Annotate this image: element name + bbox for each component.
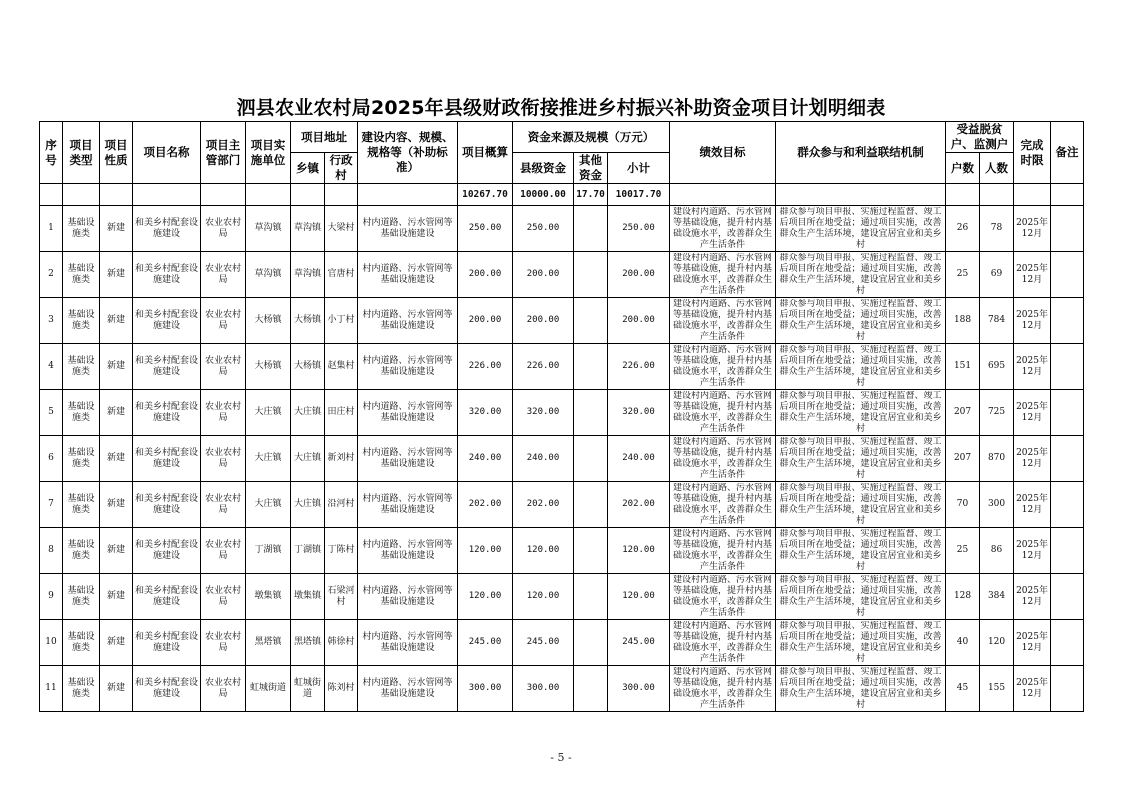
cell-deadline: 2025年12月	[1014, 390, 1051, 436]
cell-name: 和美乡村配套设施建设	[133, 482, 201, 528]
table-row	[40, 298, 1084, 344]
header-budget: 项目概算	[458, 122, 513, 184]
cell-goal-text: 建设村内道路、污水管网等基础设施，提升村内基础设施水平，改善群众生产生活条件	[673, 298, 773, 342]
cell-seq: 6	[40, 436, 63, 482]
cell-mechanism-text: 群众参与项目申报、实施过程监督、竣工后项目所在地受益；通过项目实施，改善群众生产生活环境，建设宜居宜业和美乡村	[779, 574, 942, 618]
cell-mechanism	[776, 666, 946, 712]
cell-name: 和美乡村配套设施建设	[133, 344, 201, 390]
cell-remark	[1051, 620, 1084, 666]
cell-unit: 草沟镇	[246, 252, 291, 298]
cell-dept: 农业农村局	[201, 298, 246, 344]
cell-mechanism	[776, 206, 946, 252]
header-subtotal: 小计	[608, 153, 670, 184]
cell-content: 村内道路、污水管网等基础设施建设	[358, 206, 458, 252]
cell-goal-text: 建设村内道路、污水管网等基础设施，提升村内基础设施水平，改善群众生产生活条件	[673, 666, 773, 710]
cell-deadline: 2025年12月	[1014, 666, 1051, 712]
cell-type: 基础设施类	[63, 436, 100, 482]
cell-goal-text: 建设村内道路、污水管网等基础设施，提升村内基础设施水平，改善群众生产生活条件	[673, 436, 773, 480]
header-nature: 项目性质	[100, 122, 133, 184]
cell-dept: 农业农村局	[201, 344, 246, 390]
cell-mechanism-text: 群众参与项目申报、实施过程监督、竣工后项目所在地受益；通过项目实施，改善群众生产生活环境，建设宜居宜业和美乡村	[779, 482, 942, 526]
cell-other-fund	[574, 298, 608, 344]
cell-mechanism	[776, 390, 946, 436]
cell-type: 基础设施类	[63, 574, 100, 620]
cell-type: 基础设施类	[63, 666, 100, 712]
cell-persons: 120	[980, 620, 1014, 666]
cell-persons: 725	[980, 390, 1014, 436]
table-row	[40, 206, 1084, 252]
header-remark: 备注	[1051, 122, 1084, 184]
header-county-fund: 县级资金	[513, 153, 574, 184]
cell-remark	[1051, 206, 1084, 252]
cell-deadline: 2025年12月	[1014, 344, 1051, 390]
table-header	[40, 122, 1084, 184]
cell-county-fund: 320.00	[513, 390, 574, 436]
cell-deadline: 2025年12月	[1014, 528, 1051, 574]
cell-content: 村内道路、污水管网等基础设施建设	[358, 344, 458, 390]
cell-households: 128	[946, 574, 980, 620]
cell-mechanism-text: 群众参与项目申报、实施过程监督、竣工后项目所在地受益；通过项目实施，改善群众生产生活环境，建设宜居宜业和美乡村	[779, 620, 942, 664]
cell-content: 村内道路、污水管网等基础设施建设	[358, 252, 458, 298]
cell-type: 基础设施类	[63, 252, 100, 298]
cell-type: 基础设施类	[63, 206, 100, 252]
cell-content: 村内道路、污水管网等基础设施建设	[358, 390, 458, 436]
table-row	[40, 436, 1084, 482]
cell-village: 小丁村	[325, 298, 358, 344]
cell-deadline: 2025年12月	[1014, 252, 1051, 298]
cell-town: 大庄镇	[291, 482, 325, 528]
cell-goal-text: 建设村内道路、污水管网等基础设施，提升村内基础设施水平，改善群众生产生活条件	[673, 574, 773, 618]
cell-nature: 新建	[100, 252, 133, 298]
header-seq: 序号	[40, 122, 63, 184]
header-name: 项目名称	[133, 122, 201, 184]
cell-budget: 120.00	[458, 574, 513, 620]
cell-town: 草沟镇	[291, 252, 325, 298]
cell-households: 70	[946, 482, 980, 528]
cell-households: 45	[946, 666, 980, 712]
cell-persons: 784	[980, 298, 1014, 344]
cell-type: 基础设施类	[63, 344, 100, 390]
cell-deadline: 2025年12月	[1014, 298, 1051, 344]
cell-dept: 农业农村局	[201, 252, 246, 298]
cell-remark	[1051, 482, 1084, 528]
cell-mechanism	[776, 482, 946, 528]
cell-village: 赵集村	[325, 344, 358, 390]
cell-deadline: 2025年12月	[1014, 482, 1051, 528]
page-title: 泗县农业农村局2025年县级财政衔接推进乡村振兴补助资金项目计划明细表	[236, 97, 886, 119]
cell-nature: 新建	[100, 574, 133, 620]
table-row	[40, 390, 1084, 436]
cell-mechanism	[776, 298, 946, 344]
cell-unit: 大杨镇	[246, 344, 291, 390]
cell-mechanism	[776, 252, 946, 298]
header-type: 项目类型	[63, 122, 100, 184]
cell-subtotal: 120.00	[608, 574, 670, 620]
total-county-fund: 10000.00	[513, 184, 574, 206]
cell-subtotal: 202.00	[608, 482, 670, 528]
cell-nature: 新建	[100, 620, 133, 666]
total-other-fund: 17.70	[574, 184, 608, 206]
cell-deadline: 2025年12月	[1014, 206, 1051, 252]
cell-goal-text: 建设村内道路、污水管网等基础设施，提升村内基础设施水平，改善群众生产生活条件	[673, 390, 773, 434]
header-beneficiary: 受益脱贫户、监测户	[946, 122, 1014, 153]
cell-dept: 农业农村局	[201, 436, 246, 482]
cell-town: 虹城街道	[291, 666, 325, 712]
cell-dept: 农业农村局	[201, 666, 246, 712]
cell-town: 草沟镇	[291, 206, 325, 252]
cell-unit: 黑塔镇	[246, 620, 291, 666]
cell-content: 村内道路、污水管网等基础设施建设	[358, 298, 458, 344]
cell-remark	[1051, 252, 1084, 298]
cell-goal	[670, 528, 776, 574]
cell-nature: 新建	[100, 344, 133, 390]
cell-deadline: 2025年12月	[1014, 574, 1051, 620]
cell-seq: 1	[40, 206, 63, 252]
cell-county-fund: 240.00	[513, 436, 574, 482]
cell-name: 和美乡村配套设施建设	[133, 206, 201, 252]
cell-other-fund	[574, 390, 608, 436]
header-unit: 项目实施单位	[246, 122, 291, 184]
cell-remark	[1051, 344, 1084, 390]
header-deadline: 完成时限	[1014, 122, 1051, 184]
cell-village: 韩徐村	[325, 620, 358, 666]
cell-name: 和美乡村配套设施建设	[133, 390, 201, 436]
cell-content: 村内道路、污水管网等基础设施建设	[358, 574, 458, 620]
cell-goal-text: 建设村内道路、污水管网等基础设施，提升村内基础设施水平，改善群众生产生活条件	[673, 206, 773, 250]
cell-goal	[670, 666, 776, 712]
cell-goal	[670, 344, 776, 390]
cell-mechanism-text: 群众参与项目申报、实施过程监督、竣工后项目所在地受益；通过项目实施，改善群众生产生活环境，建设宜居宜业和美乡村	[779, 390, 942, 434]
cell-village: 田庄村	[325, 390, 358, 436]
cell-unit: 大庄镇	[246, 482, 291, 528]
cell-nature: 新建	[100, 206, 133, 252]
header-other-fund: 其他资金	[574, 153, 608, 184]
header-dept: 项目主管部门	[201, 122, 246, 184]
cell-name: 和美乡村配套设施建设	[133, 436, 201, 482]
cell-mechanism-text: 群众参与项目申报、实施过程监督、竣工后项目所在地受益；通过项目实施，改善群众生产生活环境，建设宜居宜业和美乡村	[779, 666, 942, 710]
cell-remark	[1051, 436, 1084, 482]
cell-mechanism	[776, 436, 946, 482]
cell-seq: 4	[40, 344, 63, 390]
header-village: 行政村	[325, 153, 358, 184]
header-content: 建设内容、规模、规格等（补助标准）	[358, 122, 458, 184]
cell-village: 石梁河村	[325, 574, 358, 620]
cell-village: 丁陈村	[325, 528, 358, 574]
cell-mechanism-text: 群众参与项目申报、实施过程监督、竣工后项目所在地受益；通过项目实施，改善群众生产生活环境，建设宜居宜业和美乡村	[779, 298, 942, 342]
table-row	[40, 344, 1084, 390]
cell-county-fund: 226.00	[513, 344, 574, 390]
cell-name: 和美乡村配套设施建设	[133, 620, 201, 666]
cell-unit: 墩集镇	[246, 574, 291, 620]
cell-mechanism-text: 群众参与项目申报、实施过程监督、竣工后项目所在地受益；通过项目实施，改善群众生产生活环境，建设宜居宜业和美乡村	[779, 252, 942, 296]
cell-unit: 大庄镇	[246, 390, 291, 436]
cell-town: 大庄镇	[291, 390, 325, 436]
cell-persons: 69	[980, 252, 1014, 298]
cell-name: 和美乡村配套设施建设	[133, 666, 201, 712]
cell-goal-text: 建设村内道路、污水管网等基础设施，提升村内基础设施水平，改善群众生产生活条件	[673, 528, 773, 572]
cell-deadline: 2025年12月	[1014, 436, 1051, 482]
cell-remark	[1051, 390, 1084, 436]
cell-budget: 202.00	[458, 482, 513, 528]
cell-persons: 78	[980, 206, 1014, 252]
cell-deadline: 2025年12月	[1014, 620, 1051, 666]
cell-town: 大庄镇	[291, 436, 325, 482]
cell-unit: 草沟镇	[246, 206, 291, 252]
cell-other-fund	[574, 436, 608, 482]
cell-other-fund	[574, 620, 608, 666]
cell-remark	[1051, 666, 1084, 712]
cell-seq: 7	[40, 482, 63, 528]
cell-county-fund: 250.00	[513, 206, 574, 252]
cell-budget: 200.00	[458, 298, 513, 344]
cell-nature: 新建	[100, 666, 133, 712]
cell-remark	[1051, 528, 1084, 574]
cell-village: 陈刘村	[325, 666, 358, 712]
cell-remark	[1051, 574, 1084, 620]
header-location: 项目地址	[291, 122, 358, 153]
cell-households: 40	[946, 620, 980, 666]
header-funding: 资金来源及规模（万元）	[513, 122, 670, 153]
table-body	[40, 184, 1084, 712]
cell-town: 丁湖镇	[291, 528, 325, 574]
cell-budget: 250.00	[458, 206, 513, 252]
header-persons: 人数	[980, 153, 1014, 184]
cell-dept: 农业农村局	[201, 620, 246, 666]
cell-households: 25	[946, 252, 980, 298]
cell-goal-text: 建设村内道路、污水管网等基础设施，提升村内基础设施水平，改善群众生产生活条件	[673, 344, 773, 388]
cell-seq: 3	[40, 298, 63, 344]
cell-dept: 农业农村局	[201, 390, 246, 436]
cell-name: 和美乡村配套设施建设	[133, 252, 201, 298]
cell-goal	[670, 574, 776, 620]
cell-nature: 新建	[100, 298, 133, 344]
cell-subtotal: 226.00	[608, 344, 670, 390]
cell-budget: 120.00	[458, 528, 513, 574]
cell-county-fund: 200.00	[513, 298, 574, 344]
cell-households: 207	[946, 390, 980, 436]
cell-budget: 200.00	[458, 252, 513, 298]
header-mechanism: 群众参与和利益联结机制	[776, 122, 946, 184]
cell-goal	[670, 298, 776, 344]
cell-budget: 245.00	[458, 620, 513, 666]
header-goal: 绩效目标	[670, 122, 776, 184]
cell-county-fund: 120.00	[513, 528, 574, 574]
cell-other-fund	[574, 206, 608, 252]
cell-type: 基础设施类	[63, 528, 100, 574]
cell-subtotal: 250.00	[608, 206, 670, 252]
cell-seq: 8	[40, 528, 63, 574]
cell-content: 村内道路、污水管网等基础设施建设	[358, 436, 458, 482]
cell-town: 大杨镇	[291, 298, 325, 344]
cell-goal	[670, 206, 776, 252]
cell-name: 和美乡村配套设施建设	[133, 528, 201, 574]
cell-goal	[670, 436, 776, 482]
cell-nature: 新建	[100, 528, 133, 574]
table-row	[40, 666, 1084, 712]
cell-village: 沿河村	[325, 482, 358, 528]
cell-households: 26	[946, 206, 980, 252]
cell-county-fund: 120.00	[513, 574, 574, 620]
cell-budget: 300.00	[458, 666, 513, 712]
cell-goal-text: 建设村内道路、污水管网等基础设施，提升村内基础设施水平，改善群众生产生活条件	[673, 252, 773, 296]
cell-name: 和美乡村配套设施建设	[133, 298, 201, 344]
cell-mechanism	[776, 620, 946, 666]
cell-mechanism	[776, 574, 946, 620]
cell-dept: 农业农村局	[201, 206, 246, 252]
table-row	[40, 252, 1084, 298]
cell-type: 基础设施类	[63, 620, 100, 666]
cell-seq: 11	[40, 666, 63, 712]
cell-type: 基础设施类	[63, 390, 100, 436]
cell-town: 墩集镇	[291, 574, 325, 620]
cell-remark	[1051, 298, 1084, 344]
cell-persons: 695	[980, 344, 1014, 390]
cell-mechanism	[776, 344, 946, 390]
cell-subtotal: 120.00	[608, 528, 670, 574]
cell-village: 新刘村	[325, 436, 358, 482]
cell-mechanism-text: 群众参与项目申报、实施过程监督、竣工后项目所在地受益；通过项目实施，改善群众生产生活环境，建设宜居宜业和美乡村	[779, 528, 942, 572]
cell-town: 大杨镇	[291, 344, 325, 390]
cell-county-fund: 245.00	[513, 620, 574, 666]
project-table	[39, 121, 1084, 712]
cell-village: 官唐村	[325, 252, 358, 298]
cell-unit: 大杨镇	[246, 298, 291, 344]
cell-content: 村内道路、污水管网等基础设施建设	[358, 482, 458, 528]
cell-other-fund	[574, 666, 608, 712]
cell-mechanism-text: 群众参与项目申报、实施过程监督、竣工后项目所在地受益；通过项目实施，改善群众生产生活环境，建设宜居宜业和美乡村	[779, 344, 942, 388]
cell-content: 村内道路、污水管网等基础设施建设	[358, 666, 458, 712]
cell-dept: 农业农村局	[201, 528, 246, 574]
cell-unit: 虹城街道	[246, 666, 291, 712]
cell-seq: 5	[40, 390, 63, 436]
total-subtotal: 10017.70	[608, 184, 670, 206]
cell-households: 25	[946, 528, 980, 574]
cell-goal-text: 建设村内道路、污水管网等基础设施，提升村内基础设施水平，改善群众生产生活条件	[673, 482, 773, 526]
cell-other-fund	[574, 528, 608, 574]
table-row	[40, 482, 1084, 528]
cell-subtotal: 245.00	[608, 620, 670, 666]
cell-mechanism-text: 群众参与项目申报、实施过程监督、竣工后项目所在地受益；通过项目实施，改善群众生产生活环境，建设宜居宜业和美乡村	[779, 436, 942, 480]
cell-households: 151	[946, 344, 980, 390]
total-row	[40, 184, 1084, 206]
cell-persons: 155	[980, 666, 1014, 712]
cell-nature: 新建	[100, 482, 133, 528]
cell-goal-text: 建设村内道路、污水管网等基础设施，提升村内基础设施水平，改善群众生产生活条件	[673, 620, 773, 664]
header-town: 乡镇	[291, 153, 325, 184]
cell-persons: 384	[980, 574, 1014, 620]
cell-subtotal: 320.00	[608, 390, 670, 436]
table-row	[40, 620, 1084, 666]
cell-other-fund	[574, 252, 608, 298]
cell-seq: 2	[40, 252, 63, 298]
cell-town: 黑塔镇	[291, 620, 325, 666]
cell-subtotal: 300.00	[608, 666, 670, 712]
cell-subtotal: 240.00	[608, 436, 670, 482]
cell-content: 村内道路、污水管网等基础设施建设	[358, 528, 458, 574]
cell-mechanism-text: 群众参与项目申报、实施过程监督、竣工后项目所在地受益；通过项目实施，改善群众生产生活环境，建设宜居宜业和美乡村	[779, 206, 942, 250]
cell-households: 207	[946, 436, 980, 482]
cell-county-fund: 202.00	[513, 482, 574, 528]
page-number: - 5 -	[550, 751, 572, 764]
cell-nature: 新建	[100, 436, 133, 482]
cell-goal	[670, 620, 776, 666]
cell-budget: 320.00	[458, 390, 513, 436]
cell-goal	[670, 390, 776, 436]
cell-county-fund: 200.00	[513, 252, 574, 298]
cell-village: 大梁村	[325, 206, 358, 252]
cell-name: 和美乡村配套设施建设	[133, 574, 201, 620]
table-row	[40, 574, 1084, 620]
cell-mechanism	[776, 528, 946, 574]
total-budget: 10267.70	[458, 184, 513, 206]
cell-other-fund	[574, 344, 608, 390]
cell-subtotal: 200.00	[608, 252, 670, 298]
cell-other-fund	[574, 574, 608, 620]
cell-households: 188	[946, 298, 980, 344]
cell-county-fund: 300.00	[513, 666, 574, 712]
cell-budget: 226.00	[458, 344, 513, 390]
cell-goal	[670, 482, 776, 528]
cell-subtotal: 200.00	[608, 298, 670, 344]
cell-unit: 丁湖镇	[246, 528, 291, 574]
cell-content: 村内道路、污水管网等基础设施建设	[358, 620, 458, 666]
cell-type: 基础设施类	[63, 482, 100, 528]
cell-persons: 870	[980, 436, 1014, 482]
cell-persons: 86	[980, 528, 1014, 574]
table-row	[40, 528, 1084, 574]
cell-nature: 新建	[100, 390, 133, 436]
cell-budget: 240.00	[458, 436, 513, 482]
cell-dept: 农业农村局	[201, 574, 246, 620]
cell-seq: 10	[40, 620, 63, 666]
cell-persons: 300	[980, 482, 1014, 528]
header-households: 户数	[946, 153, 980, 184]
cell-seq: 9	[40, 574, 63, 620]
cell-unit: 大庄镇	[246, 436, 291, 482]
cell-type: 基础设施类	[63, 298, 100, 344]
cell-dept: 农业农村局	[201, 482, 246, 528]
cell-goal	[670, 252, 776, 298]
cell-other-fund	[574, 482, 608, 528]
